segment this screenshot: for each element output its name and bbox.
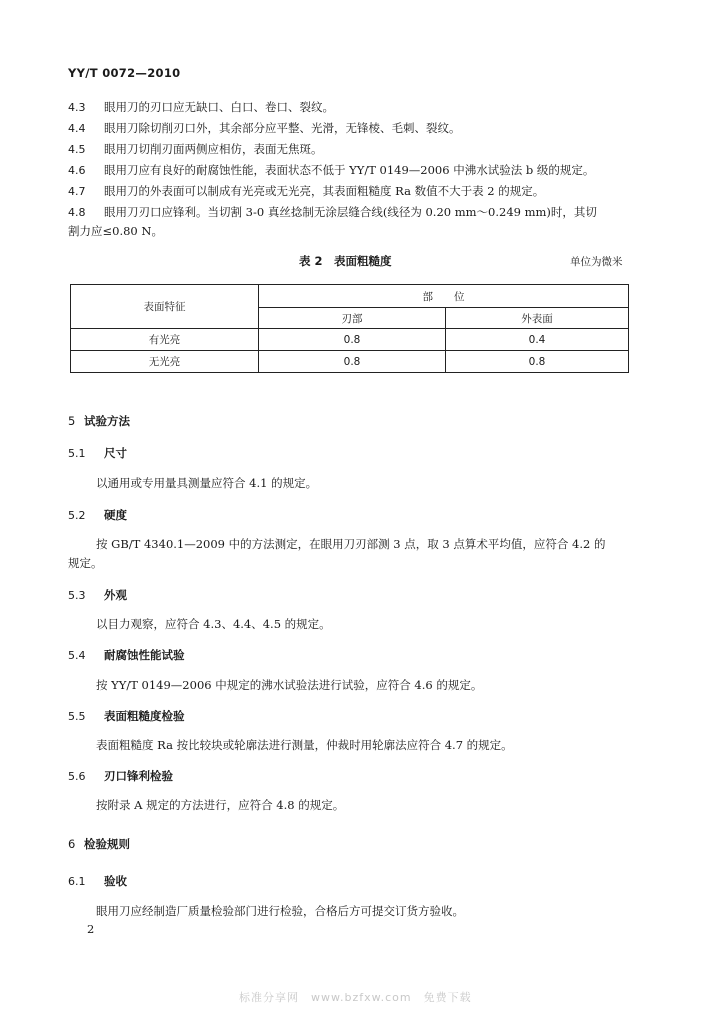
table-caption: 表 2 表面粗糙度 xyxy=(299,254,392,268)
clause-4-6 xyxy=(68,161,594,180)
roughness-table xyxy=(70,284,629,373)
clause-5-6-heading xyxy=(68,768,173,784)
clause-number: 5.2 xyxy=(68,509,86,522)
cell-feature: 有光亮 xyxy=(71,329,259,351)
clause-number: 5.1 xyxy=(68,447,86,460)
clause-4-5 xyxy=(68,140,323,159)
clause-number: 6.1 xyxy=(68,875,86,888)
clause-4-8 xyxy=(68,203,597,222)
clause-title: 尺寸 xyxy=(104,446,127,460)
document-header: YY/T 0072—2010 xyxy=(68,66,181,80)
clause-5-1-heading xyxy=(68,445,127,461)
clause-text: 眼用刀刃口应锋利。当切割 3-0 真丝捻制无涂层缝合线(线径为 0.20 mm～0.249 mm)时，其切 xyxy=(104,205,597,219)
clause-5-5-body: 表面粗糙度 Ra 按比较块或轮廓法进行测量，仲裁时用轮廓法应符合 4.7 的规定。 xyxy=(96,738,513,752)
clause-4-3 xyxy=(68,98,334,117)
table-row xyxy=(71,329,629,351)
clause-number: 5.5 xyxy=(68,710,86,723)
clause-title: 验收 xyxy=(104,874,127,888)
clause-4-4 xyxy=(68,119,461,138)
clause-5-4-heading xyxy=(68,647,185,663)
clause-number: 5.6 xyxy=(68,770,86,783)
clause-title: 外观 xyxy=(104,588,127,602)
cell-outer: 0.4 xyxy=(446,329,629,351)
cell-outer: 0.8 xyxy=(446,351,629,373)
section-6-heading xyxy=(68,836,130,852)
clause-5-3-heading xyxy=(68,587,127,603)
clause-5-3-body: 以目力观察，应符合 4.3、4.4、4.5 的规定。 xyxy=(96,617,331,631)
clause-number: 4.6 xyxy=(68,164,86,177)
clause-4-8-continuation: 割力应≤0.80 N。 xyxy=(68,224,163,238)
header-blade: 刃部 xyxy=(259,308,446,329)
clause-text: 眼用刀应有良好的耐腐蚀性能，表面状态不低于 YY/T 0149—2006 中沸水试验法 b 级的规定。 xyxy=(104,163,595,177)
section-title: 检验规则 xyxy=(84,837,130,851)
page-number: 2 xyxy=(87,922,95,936)
clause-text: 眼用刀切削刃面两侧应相仿，表面无焦斑。 xyxy=(104,142,323,156)
clause-number: 5.3 xyxy=(68,589,86,602)
clause-5-2-body-continuation: 规定。 xyxy=(68,556,103,570)
header-feature: 表面特征 xyxy=(71,285,259,329)
clause-text: 眼用刀的外表面可以制成有光亮或无光亮，其表面粗糙度 Ra 数值不大于表 2 的规定。 xyxy=(104,184,545,198)
watermark-footer: 标准分享网 www.bzfxw.com 免费下载 xyxy=(239,991,472,1004)
cell-feature: 无光亮 xyxy=(71,351,259,373)
clause-5-5-heading xyxy=(68,708,185,724)
clause-number: 4.7 xyxy=(68,185,86,198)
clause-number: 4.8 xyxy=(68,206,86,219)
clause-6-1-body: 眼用刀应经制造厂质量检验部门进行检验，合格后方可提交订货方验收。 xyxy=(96,904,464,918)
clause-5-2-heading xyxy=(68,507,127,523)
cell-blade: 0.8 xyxy=(259,329,446,351)
section-number: 6 xyxy=(68,837,76,851)
section-number: 5 xyxy=(68,414,76,428)
section-5-heading xyxy=(68,413,130,429)
clause-title: 表面粗糙度检验 xyxy=(104,709,185,723)
clause-number: 5.4 xyxy=(68,649,86,662)
clause-text: 眼用刀的刃口应无缺口、白口、卷口、裂纹。 xyxy=(104,100,334,114)
table-row xyxy=(71,351,629,373)
table-unit: 单位为微米 xyxy=(570,256,623,268)
header-part: 部 位 xyxy=(259,285,629,308)
clause-4-7 xyxy=(68,182,544,201)
clause-number: 4.5 xyxy=(68,143,86,156)
cell-blade: 0.8 xyxy=(259,351,446,373)
section-title: 试验方法 xyxy=(84,414,130,428)
clause-5-6-body: 按附录 A 规定的方法进行，应符合 4.8 的规定。 xyxy=(96,798,345,812)
clause-6-1-heading xyxy=(68,873,127,889)
clause-title: 硬度 xyxy=(104,508,127,522)
clause-title: 耐腐蚀性能试验 xyxy=(104,648,185,662)
clause-title: 刃口锋利检验 xyxy=(104,769,173,783)
clause-5-1-body: 以通用或专用量具测量应符合 4.1 的规定。 xyxy=(96,476,318,490)
clause-5-4-body: 按 YY/T 0149—2006 中规定的沸水试验法进行试验，应符合 4.6 的规定。 xyxy=(96,678,483,692)
clause-number: 4.3 xyxy=(68,101,86,114)
clause-5-2-body: 按 GB/T 4340.1—2009 中的方法测定，在眼用刀刃部测 3 点，取 3 点算术平均值，应符合 4.2 的 xyxy=(96,537,606,551)
clause-text: 眼用刀除切削刃口外，其余部分应平整、光滑，无锋棱、毛刺、裂纹。 xyxy=(104,121,461,135)
clause-number: 4.4 xyxy=(68,122,86,135)
header-outer: 外表面 xyxy=(446,308,629,329)
